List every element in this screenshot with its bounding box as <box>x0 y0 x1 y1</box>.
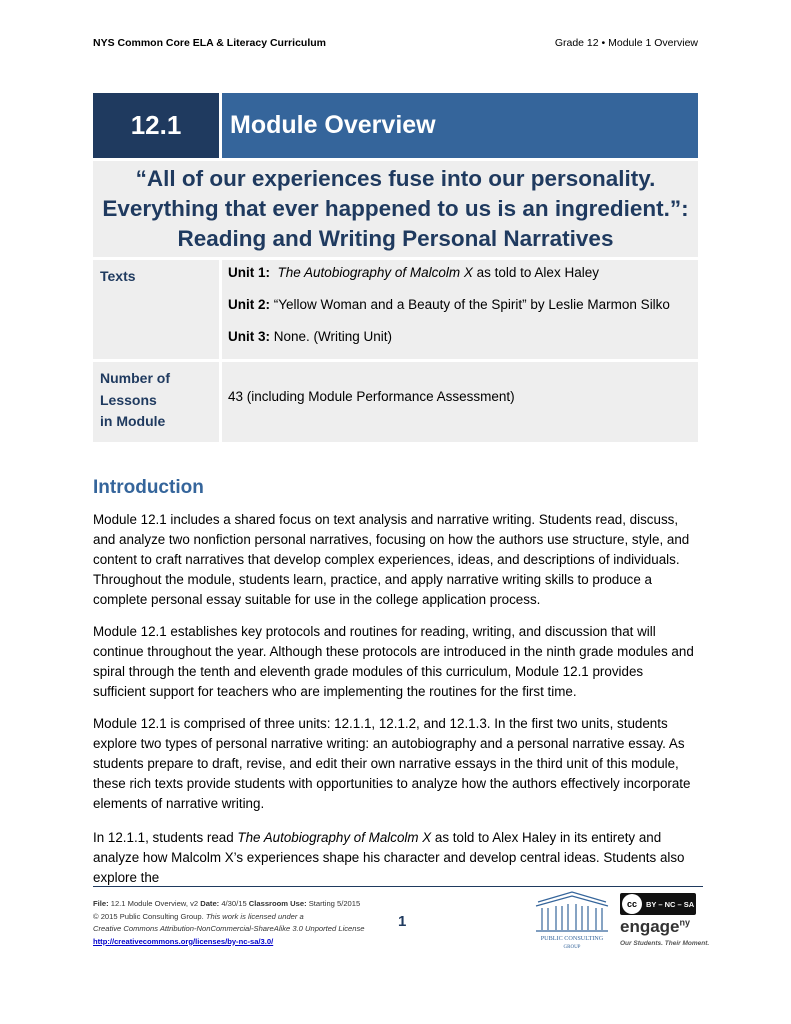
quote-line-1: “All of our experiences fuse into our personality. <box>135 166 656 191</box>
module-number: 12.1 <box>93 93 219 158</box>
texts-label: Texts <box>93 260 219 359</box>
pcg-logo <box>532 890 612 952</box>
running-header-right: Grade 12 • Module 1 Overview <box>554 37 698 49</box>
cc-terms: BY – NC – SA <box>646 899 695 909</box>
lessons-count: 43 (including Module Performance Assessment) <box>228 389 515 404</box>
intro-paragraph-2: Module 12.1 establishes key protocols and routines for reading, writing, and discussion that will continue throughout the year. Although these protocols are introduced in the ninth grade modules and spiral through the tenth and eleventh grade modules of this curriculum, Module 12.1 provides sufficient support for teachers who are implementing the routines for the first time. <box>93 624 694 699</box>
cc-icon: cc <box>622 894 642 914</box>
unit-1-line <box>228 265 599 280</box>
module-title: Module Overview <box>222 93 698 158</box>
p4-text-b: as told to Alex Haley in its entirety and analyze how Malcolm X’s experiences shape his character and develop central ideas. Students also explore the <box>93 830 685 885</box>
footer-copyright: © 2015 Public Consulting Group. This work is licensed under a <box>93 911 304 921</box>
unit-3-prefix: Unit 3: <box>228 329 270 344</box>
page-number: 1 <box>398 913 407 930</box>
intro-paragraph-3: Module 12.1 is comprised of three units: 12.1.1, 12.1.2, and 12.1.3. In the first two units, students explore two types of personal narrative writing: an autobiography and a personal narrative essay. As students prepare to draft, revise, and edit their own narrative essays in the third unit of this module, these rich texts provide students with opportunities to analyze how the authors effectively incorporate elements of narrative writing. <box>93 716 691 811</box>
pcg-building-icon <box>532 890 612 952</box>
intro-paragraph-1: Module 12.1 includes a shared focus on text analysis and narrative writing. Students read, discuss, and analyze two nonfiction personal narratives, focusing on how the authors use structure, style, and content to craft narratives that develop complex experiences, ideas, and descriptions of individuals. Throughout the module, students learn, practice, and apply narrative writing skills to produce a complete personal essay suitable for use in the college application process. <box>93 512 690 607</box>
engageny-logo: engage$^{ny}$ <box>620 917 691 936</box>
module-quote <box>93 161 698 257</box>
engageny-tagline: Our Students. Their Moment. <box>620 940 710 947</box>
pcg-sub: GROUP <box>563 945 581 950</box>
lessons-value <box>222 362 698 442</box>
texts-value <box>222 260 698 359</box>
running-header-left: NYS Common Core ELA & Literacy Curriculum <box>93 37 326 49</box>
pcg-name: PUBLIC CONSULTING <box>540 935 604 942</box>
footer-rule <box>93 886 703 887</box>
lessons-row <box>93 362 698 442</box>
p4-text-a: In 12.1.1, students read <box>93 830 238 845</box>
texts-row <box>93 260 698 359</box>
quote-line-2: Everything that ever happened to us is an ingredient.”: <box>102 196 689 221</box>
unit-1-title: The Autobiography of Malcolm X <box>277 265 473 280</box>
unit-1-rest: as told to Alex Haley <box>472 265 599 280</box>
lessons-label <box>93 362 219 442</box>
cc-license-badge <box>620 893 696 915</box>
module-title-band <box>93 93 698 158</box>
unit-2-rest: “Yellow Woman and a Beauty of the Spirit” by Leslie Marmon Silko <box>270 297 670 312</box>
footer-link-line <box>93 936 373 949</box>
lessons-label-line-3: in Module <box>100 413 166 429</box>
unit-3-line <box>228 329 392 344</box>
p4-book-title: The Autobiography of Malcolm X <box>237 830 432 845</box>
introduction-heading: Introduction <box>93 477 204 498</box>
lessons-label-line-1: Number of <box>100 370 170 386</box>
footer-info <box>93 898 373 948</box>
unit-2-line <box>228 297 670 312</box>
unit-1-prefix: Unit 1: <box>228 265 270 280</box>
footer-license: Creative Commons Attribution-NonCommercial-ShareAlike 3.0 Unported License <box>93 924 365 933</box>
lessons-label-line-2: Lessons <box>100 391 157 408</box>
license-link[interactable]: http://creativecommons.org/licenses/by-nc-sa/3.0/ <box>93 936 274 946</box>
intro-paragraph-4 <box>93 828 699 888</box>
unit-2-prefix: Unit 2: <box>228 297 270 312</box>
unit-3-rest: None. (Writing Unit) <box>270 329 393 344</box>
footer-file-line: File: 12.1 Module Overview, v2 Date: 4/30/15 Classroom Use: Starting 5/2015 <box>93 899 361 908</box>
quote-line-3: Reading and Writing Personal Narratives <box>177 226 614 251</box>
